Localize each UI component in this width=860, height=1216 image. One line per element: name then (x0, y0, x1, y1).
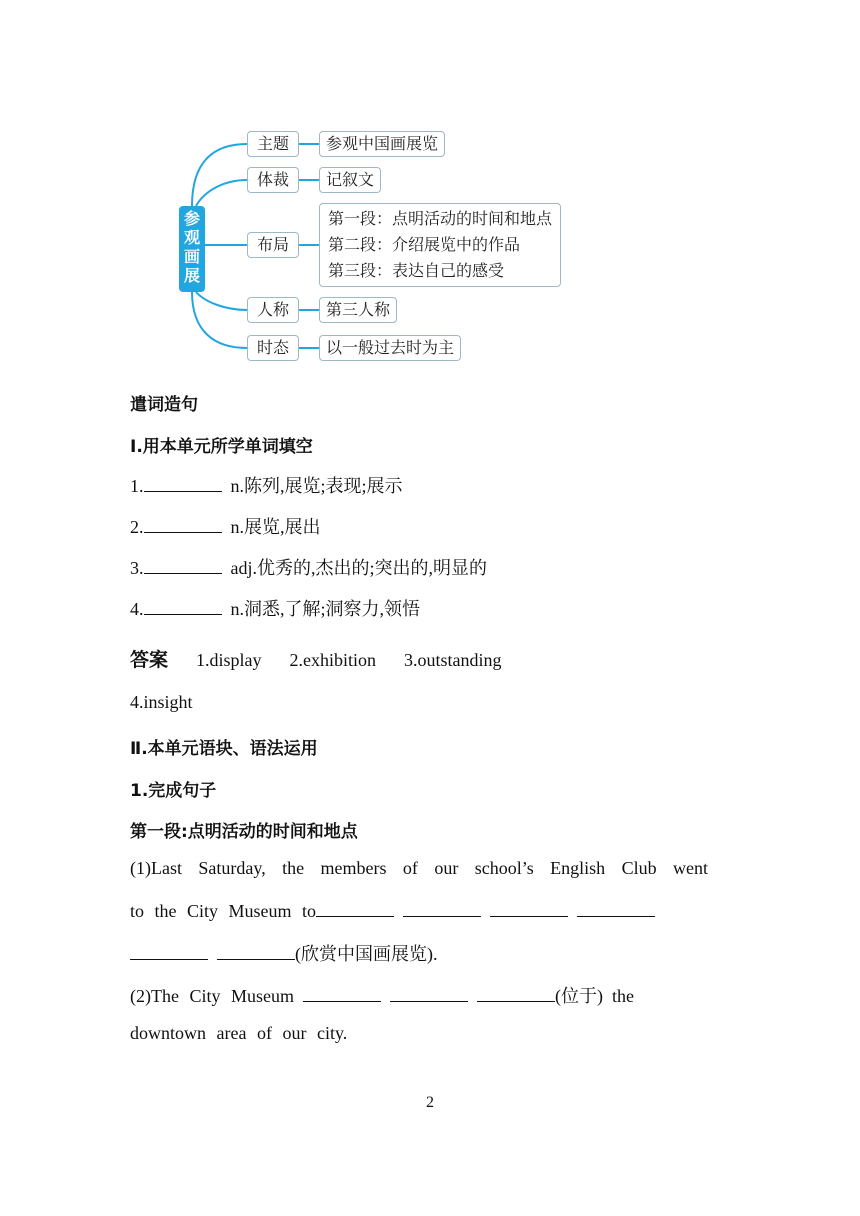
layout-line: 第二段：介绍展览中的作品 (328, 235, 521, 254)
blank[interactable] (477, 984, 555, 1002)
vocab-item: 3. adj.优秀的,杰出的;突出的,明显的 (130, 558, 487, 578)
connector-4 (196, 292, 247, 310)
blank[interactable] (316, 899, 394, 917)
category-tense: 时态 (247, 335, 299, 361)
category-person: 人称 (247, 297, 299, 323)
center-char: 展 (183, 266, 200, 285)
q1-line1: (1)Last Saturday, the members of our school’s English Club went (130, 858, 708, 878)
layout-line: 第一段：点明活动的时间和地点 (328, 209, 553, 228)
part2-heading: Ⅱ.本单元语块、语法运用 (130, 739, 318, 759)
vocab-item: 4. n.洞悉,了解;洞察力,领悟 (130, 599, 421, 619)
blank[interactable] (144, 556, 222, 574)
answer: 3.outstanding (404, 650, 502, 670)
q2-line2: downtown area of our city. (130, 1023, 348, 1043)
answer-label: 答案 (130, 649, 169, 671)
center-char: 画 (183, 247, 200, 266)
content-person: 第三人称 (319, 297, 397, 323)
center-char: 参 (183, 209, 200, 228)
answer: 1.display (196, 650, 262, 670)
content-genre: 记叙文 (319, 167, 381, 193)
blank[interactable] (217, 942, 295, 960)
blank[interactable] (144, 597, 222, 615)
blank[interactable] (577, 899, 655, 917)
content-tense: 以一般过去时为主 (319, 335, 461, 361)
mind-map (0, 0, 860, 380)
blank[interactable] (144, 474, 222, 492)
section-title: 遣词造句 (130, 395, 198, 415)
q1-line3: (欣赏中国画展览). (130, 940, 438, 966)
content-layout (319, 203, 561, 287)
q2-line1: (2)The City Museum (位于) the (130, 986, 634, 1006)
layout-line: 第三段：表达自己的感受 (328, 261, 505, 280)
answer: 2.exhibition (289, 650, 377, 670)
vocab-item: 2. n.展览,展出 (130, 517, 321, 537)
center-char: 观 (183, 228, 200, 247)
part1-heading: Ⅰ.用本单元所学单词填空 (130, 437, 313, 457)
blank[interactable] (490, 899, 568, 917)
q1-line2: to the City Museum to (130, 899, 655, 922)
category-layout: 布局 (247, 232, 299, 258)
content-theme: 参观中国画展览 (319, 131, 445, 157)
mind-map-connectors (0, 0, 860, 380)
blank[interactable] (144, 515, 222, 533)
part2-sub: 1.完成句子 (130, 781, 217, 801)
mind-map-center (179, 206, 205, 292)
blank[interactable] (390, 984, 468, 1002)
answer: 4.insight (130, 692, 193, 712)
connector-5 (192, 292, 247, 348)
page-number: 2 (426, 1094, 434, 1111)
category-genre: 体裁 (247, 167, 299, 193)
blank[interactable] (303, 984, 381, 1002)
blank[interactable] (130, 942, 208, 960)
vocab-item: 1. n.陈列,展览;表现;展示 (130, 476, 403, 496)
connector-2 (196, 180, 247, 206)
answer-line (130, 645, 502, 672)
paragraph-heading: 第一段:点明活动的时间和地点 (130, 822, 358, 842)
connector-1 (192, 144, 247, 206)
category-theme: 主题 (247, 131, 299, 157)
blank[interactable] (403, 899, 481, 917)
